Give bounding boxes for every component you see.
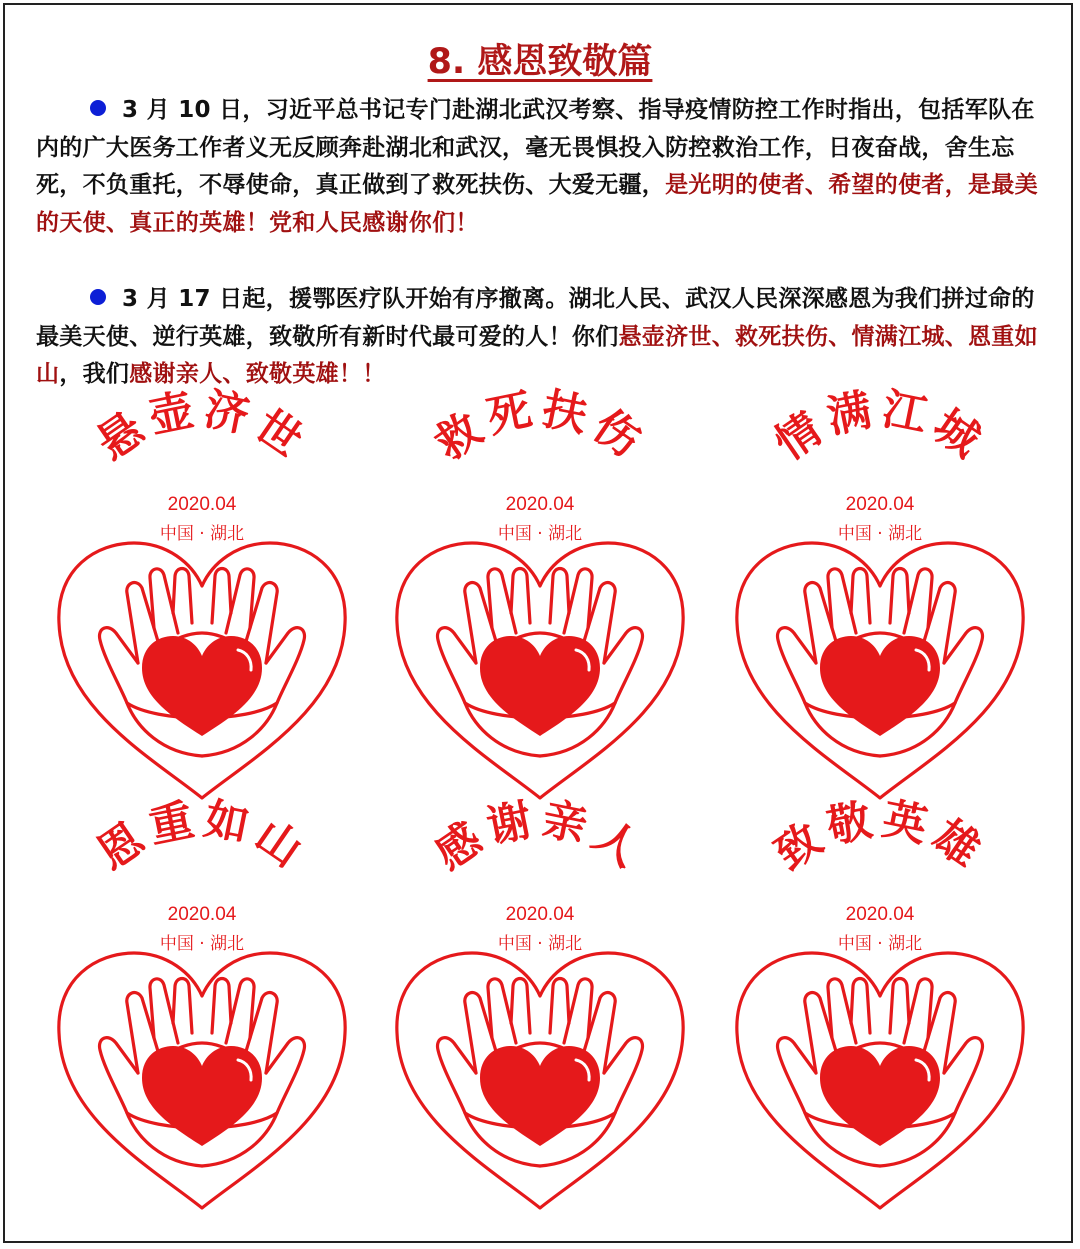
stamp-place: 中国 · 湖北 [497, 934, 583, 954]
stamp-place: 中国 · 湖北 [159, 934, 245, 954]
stamp-date: 2020.04 [505, 494, 575, 515]
stamp-place: 中国 · 湖北 [837, 934, 923, 954]
blue-bullet-icon [90, 289, 106, 305]
paragraph-2-highlight-2: 感谢亲人、致敬英雄！！ [129, 361, 386, 387]
stamp-title: 情满江城 [766, 383, 994, 471]
stamp-1 [42, 383, 362, 808]
paragraph-1 [36, 92, 1044, 242]
section-title-wrap [0, 34, 1080, 84]
stamp-4 [42, 793, 362, 1218]
paragraph-2 [36, 281, 1044, 394]
stamp-2 [380, 383, 700, 808]
stamp-date: 2020.04 [845, 904, 915, 925]
paragraph-1-text: 3 月 10 日，习近平总书记专门赴湖北武汉考察、指导疫情防控工作时指出，包括军队在内的广大医务工作者义无反顾奔赴湖北和武汉，毫无畏惧投入防控救治工作，日夜奋战，舍生忘死，不负重托，不辱使命，真正做到了救死扶伤、大爱无疆， [36, 97, 1035, 198]
blue-bullet-icon [90, 100, 106, 116]
stamp-date: 2020.04 [845, 494, 915, 515]
stamp-6 [720, 793, 1040, 1218]
red-heart-icon [820, 636, 940, 736]
stamp-5 [380, 793, 700, 1218]
stamp-place: 中国 · 湖北 [497, 524, 583, 544]
stamp-title: 悬壶济世 [88, 383, 316, 471]
stamp-title: 恩重如山 [88, 793, 316, 881]
stamp-3 [720, 383, 1040, 808]
stamp-date: 2020.04 [167, 904, 237, 925]
section-title: 8. 感恩致敬篇 [427, 42, 653, 82]
paragraph-2-highlight-1: 悬壶济世、救死扶伤、情满江城、恩重如山 [36, 323, 1038, 387]
red-heart-icon [480, 1046, 600, 1146]
paragraph-2-text-2: ，我们 [59, 361, 130, 387]
stamp-title: 感谢亲人 [426, 793, 654, 881]
red-heart-icon [142, 636, 262, 736]
paragraph-2-text-1: 3 月 17 日起，援鄂医疗队开始有序撤离。湖北人民、武汉人民深深感恩为我们拼过命的最美天使、逆行英雄，致敬所有新时代最可爱的人！你们 [36, 286, 1035, 350]
stamp-title: 致敬英雄 [766, 793, 994, 881]
stamp-place: 中国 · 湖北 [159, 524, 245, 544]
red-heart-icon [480, 636, 600, 736]
stamp-date: 2020.04 [167, 494, 237, 515]
paragraph-1-highlight: 是光明的使者、希望的使者，是最美的天使、真正的英雄！党和人民感谢你们！ [36, 172, 1038, 236]
stamp-date: 2020.04 [505, 904, 575, 925]
red-heart-icon [142, 1046, 262, 1146]
stamp-title: 救死扶伤 [426, 383, 654, 471]
red-heart-icon [820, 1046, 940, 1146]
stamp-place: 中国 · 湖北 [837, 524, 923, 544]
